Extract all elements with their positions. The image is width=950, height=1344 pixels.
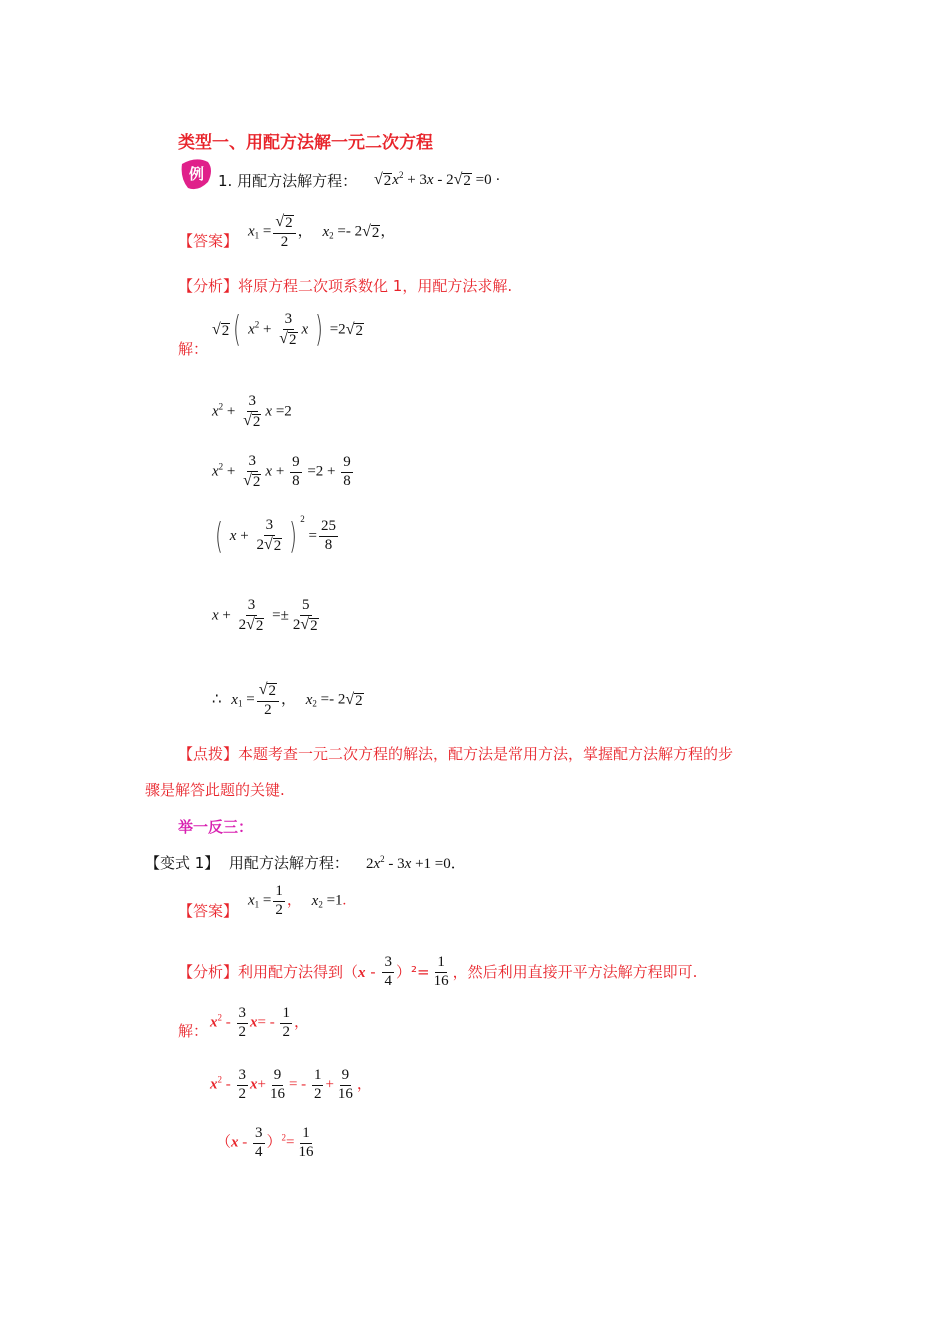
example-equation: √ 2 $x^2 + 3x - 2$ √ 2 =0 · <box>374 170 501 189</box>
solution-conclusion: ∴ $x_1$ = √ 2 2 ， $x_2 =- 2$ √ 2 <box>212 681 363 718</box>
analysis2-text-1: 利用配方法得到（ <box>238 963 359 981</box>
answer-formula: $x_1$ = √ 2 2 ， $x_2 =- 2$ √ 2 ， <box>248 213 396 250</box>
tip-label: 【点拨】 <box>178 745 239 763</box>
solution-step-2: $x^2$ + 3 √ 2 x =2 <box>212 393 292 430</box>
tip-row-1 <box>178 736 733 772</box>
solution-step-4: ( x + 3 2 √ 2 ) $^2$ = $\frac{25}{8}$ <box>215 514 336 557</box>
solution-step-1: √ 2 ( $x^2$ + 3 √ 2 x ) =2 √ 2 <box>212 309 363 351</box>
svg-text:例: 例 <box>189 165 205 183</box>
answer-label: 【答案】 <box>178 232 239 250</box>
example-prompt: 1. 用配方法解方程： <box>218 172 358 190</box>
solution2-step-2: $x^2$ - $\frac{3}{2}$ x+ $\frac{9}{16}$ = - $\frac{1}{2}$ + $\frac{9}{16}$ ， <box>210 1067 372 1102</box>
example-badge-icon <box>178 158 214 190</box>
answer2-label: 【答案】 <box>178 902 239 920</box>
solution2-step-3: （x - $\frac{3}{4}$ ）$^2$= $\frac{1}{16}$ <box>216 1125 314 1160</box>
analysis-label: 【分析】 <box>178 277 239 295</box>
analysis2-row: 【分析】利用配方法得到（x - $\frac{3}{4}$ ）²= $\frac{1}{16}$ ，然后利用直接开平方法解方程即可. <box>178 954 698 989</box>
variant-row <box>145 852 349 873</box>
variant-label: 【变式 1】 <box>145 854 220 872</box>
analysis2-text-2: ）²= <box>395 963 430 981</box>
variant-equation: $2x^2 - 3x +1 =0$． <box>366 854 466 872</box>
analysis2-text-3: ，然后利用直接开平方法解方程即可. <box>452 963 698 981</box>
section-title: 类型一、用配方法解一元二次方程 <box>178 133 433 153</box>
analysis-text: 将原方程二次项系数化 1，用配方法求解. <box>238 277 513 295</box>
solution2-step-1: $x^2$ - $\frac{3}{2}$ x= - $\frac{1}{2}$ ， <box>210 1005 309 1040</box>
solution2-label: 解： <box>178 1022 209 1040</box>
tip-text-2: 骤是解答此题的关键. <box>145 781 285 799</box>
solution-label: 解： <box>178 340 209 358</box>
solution-step-3: $x^2$ + 3 √ 2 x + $\frac{9}{8}$ =2 + $\frac{9}{8}$ <box>212 453 351 490</box>
solution-step-5: x + 3 2 √ 2 =± 5 2 √ 2 <box>212 597 318 634</box>
analysis-row <box>178 268 512 304</box>
tip-text-1: 本题考查一元二次方程的解法，配方法是常用方法，掌握配方法解方程的步 <box>238 745 734 763</box>
analysis2-label: 【分析】 <box>178 963 239 981</box>
practice-title: 举一反三： <box>178 818 254 836</box>
answer2-formula: $x_1$ = $\frac{1}{2}$ ， $x_2 =1$. <box>248 883 347 918</box>
variant-prompt: 用配方法解方程： <box>228 854 349 872</box>
